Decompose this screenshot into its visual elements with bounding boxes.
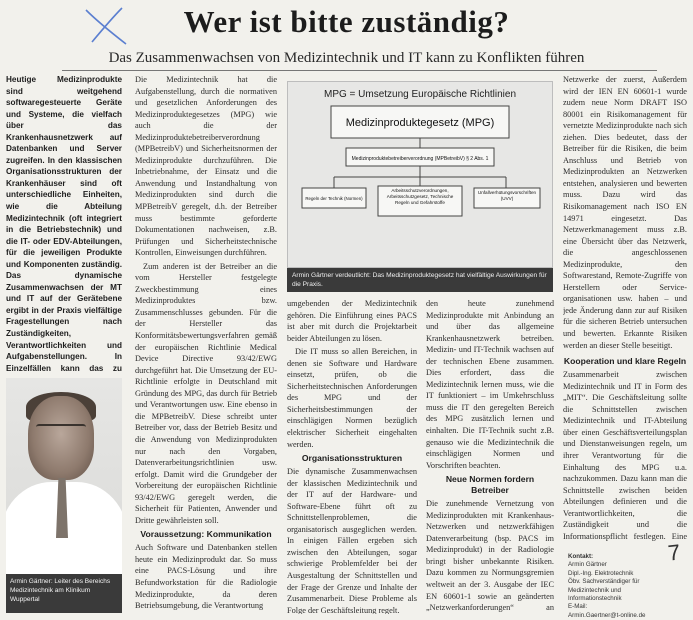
col3-paragraph-3: Die dynamische Zusammenwachsen der klassischen Medizintechnik und der IT auf der Hardware- und Software-Ebene führt oft zu Schnittstellenproblemen, die organisatorisch ausgeglichen werden. In einigen Fällen ergeben sich zwischen den Abteilungen, sogar schwierige Problemfelder bei der Ausgestaltung der Schnittstellen und der Frage der Grenze und Inhalte der Zusammenarbeit. Diese Probleme als Folge der Geschäftsleitung regelt. — [287, 467, 417, 614]
column-3 — [287, 298, 417, 614]
title-rule — [62, 70, 657, 71]
page-title: Wer ist bitte zuständig? — [183, 4, 510, 39]
diagram-right-label: Unfallverhütungsvorschriften (UVV) — [477, 190, 537, 201]
author-photo — [6, 378, 122, 613]
contact-email[interactable]: Armin.Gaertner@t-online.de — [568, 611, 646, 619]
column-2 — [135, 74, 277, 614]
col3-paragraph-1: umgebenden der Medizintechnik gehören. Die Einführung eines PACS ist aber mit durch die Projektarbeit beider Abteilungen zu lösen. — [287, 299, 417, 343]
photo-caption: Armin Gärtner: Leiter des Bereichs Medizintechnik am Klinikum Wuppertal — [6, 574, 122, 613]
col4-paragraph-1: den heute zunehmend Medizinprodukte mit Anbindung an und über das allgemeine Krankenhausnetzwerk betreiben. Medizin- und IT-Technik wachsen auf der technischen Ebene zusammen. Dies erfordert, dass die Medizintechnik lernen muss, wie die IT funktioniert – im Umkehrschluss muss die IT den geregelten Bereich des MPG zusätzlich lernen und einhalten. Die IT-Technik sucht z.B. genauso wie die Medizintechnik die einschlägigen Normen und Vorschriften beachten. — [426, 299, 554, 470]
diagram-main-label: Medizinproduktegesetz (MPG) — [345, 117, 495, 129]
col3-paragraph-2: Die IT muss so allen Bereichen, in denen sie Software und Hardware einsetzt, prüfen, ob die Sicherheitstechnischen Anforderungen des MPG und der Sicherheitsbestimmungen der einschlägigen Normen bezüglich elektrischer Sicherheit eingehalten werden. — [287, 347, 417, 449]
col5-subheading: Kooperation und klare Regeln — [563, 356, 687, 367]
diagram-figure — [287, 81, 553, 268]
contact-box — [568, 553, 668, 620]
col2-paragraph-3: Auch Software und Datenbanken stellen heute ein Medizinprodukt dar. So muss eine PACS-Lösung und ihre Befundworkstation für die Radiologie Medizinprodukte, da deren Betriebsumgebung, die Verantwortung — [135, 543, 277, 611]
column-4 — [426, 298, 554, 614]
diagram-mid-label: Medizinproduktebetreiberverordnung (MPBetreibV) § 2 Abs. 1 — [351, 156, 489, 162]
col4-subheading: Neue Normen fordern Betreiber — [445, 474, 535, 496]
col3-subheading: Organisationsstrukturen — [301, 453, 403, 464]
contact-role: Dipl.-Ing. Elektrotechnik — [568, 569, 634, 577]
lead-paragraph: Heutige Medizinprodukte sind weitgehend softwaregesteuerte Geräte und Systeme, die vielfach über das Krankenhausnetzwerk auf Datenbanken und Server zugreifen. In den klassischen Organisationsstrukturen der Krankenhäuser sind oft unterschiedliche Einheiten, wie die Abteilung Medizintechnik (oft integriert in die Betriebstechnik) und die IT- oder EDV-Abteilungen, für die jeweiligen Produkte und Komponenten zuständig. Das dynamische Zusammenwachsen der MT und IT auf der Gerätebene ergibt in der Praxis vielfältige Fragestellungen nach Zuständigkeiten, Verantwortlichkeiten und Aufgabenstellungen. In Einzelfällen kann das zu — [6, 75, 122, 373]
contact-name: Armin Gärtner — [568, 561, 607, 569]
column-1 — [6, 74, 122, 374]
col5-paragraph-1: Netzwerke der zuerst, Außerdem wird der IEN EN 60601-1 wurde zudem neue Norm DRAFT ISO 80001 ein Risikomanagement für vernetzte Medizinprodukte nach sich ziehen. Dies bedeutet, dass der Betreiber für die Risiken, die beim Anschluss und Betrieb von Medizinprodukten an Netzwerken entstehen, analysieren und bewerten muss. Dazu wird das Risikomanagement nach ISO EN 14971 eingesetzt. Das Netzwerkmanagement muss z.B. eine Übersicht über das Netzwerk, die angeschlossenen Medizinprodukte, den Softwarestand, Remote-Zugriffe von Herstellern oder Service-organisationen usw. haben – und jede Änderung dann zur auf Risiken für die sicheren Betrieb untersuchen und bewerten. Erkannte Risiken werden an dieser Stelle beseitigt. — [563, 75, 687, 350]
contact-org: Öbv. Sachverständiger für Medizintechnik und Informationstechnik — [568, 578, 640, 603]
page-mark: 7 — [666, 539, 682, 566]
col4-paragraph-2: Die zunehmende Vernetzung von Medizinprodukten mit Krankenhaus-Netzwerken und netzwerkfähigen Datenverarbeitung (bsp. PACS im Medizinprodukt) in der Radiologie bringt bisher unbekannte Risiken. Dazu kommen zu Normungsgremien weltweit an der 3. Ausgabe der IEC EN 60601-1 sowie an geänderten „Netzwerkanforderungen“ an — [426, 499, 554, 613]
figure-caption: Armin Gärtner verdeutlicht: Das Medizinproduktegesetz hat vielfältige Auswirkungen für die Praxis. — [287, 268, 553, 292]
diagram-heading: MPG = Umsetzung Europäische Richtlinien — [323, 89, 517, 100]
diagram-center-label: Arbeitsschutzverordnungen, Arbeitsschutzgesetz, Technische Regeln und Gefahrstoffe — [386, 188, 454, 205]
photo-head — [28, 396, 94, 480]
column-5 — [563, 74, 687, 544]
contact-label: Kontakt: — [568, 553, 594, 560]
diagram-left-label: Regeln der Technik (Normen) — [305, 196, 363, 201]
col2-paragraph-2: Zum anderen ist der Betreiber an die vom Hersteller festgelegte Zweckbestimmung eines Medizinproduktes bzw. Zusammenschlusses gebunden. Für die der Hersteller das Konformitätsbewertungsverfahren gemäß der europäischen Richtlinie Medical Device Directive 93/42/EWG durchgeführt hat. Die Umsetzung der EU-Richtlinie erfolgte in Deutschland mit Gründung des MPG, das durch für Betrieb und Verantwortungen usw. Eine ebenso in die MPBetreibV. Diese schreibt unter Betreiber vor, dass der Betrieb Besitz und die Anwendung von Medizinprodukten nur nach den Vorgaben, Datenverarbeitungsrichtlinien usw. erfolgt. Damit wird die Grundgeber der Vorbereitung der europäischen Richtlinie 93/42/EWG geregelt werden, die Sicherheit für Patienten, Anwender und Dritte gewährleisten soll. — [135, 261, 277, 525]
page-subtitle: Das Zusammenwachsen von Medizintechnik und IT kann zu Konflikten führen — [108, 50, 585, 66]
col5-paragraph-2: Zusammenarbeit zwischen Medizintechnik und IT in Form des „MIT“. Die Geschäftsleitung sollte die Schnittstellen zwischen Medizintechnik und IT-Abteilung über einen Geschäftsverteilungsplan und Dienstanweisungen regeln, um ihrer Verantwortung für die Einhaltung des MPG u.a. nachzukommen. Dazu kann man die Schnittstelle zwischen beiden Abteilungen definieren und die Verantwortlichkeiten, die Zuständigkeit und die Informationspflicht festlegen. Eine — [563, 370, 687, 541]
photo-glasses — [36, 424, 86, 435]
col2-paragraph-1: Die Medizintechnik hat die Aufgabenstellung, durch die normativen und gesetzlichen Anforderungen des Medizinproduktegesetzes (MPG) wie auch die der Medizinproduktebetreiberverordnung (MPBetreibV) und Sicherheitsnormen der Medizinprodukte durchzuführen. Die Inbetriebnahme, der Einsatz und die Anwendung und Instandhaltung von Medizinprodukten sind durch die MPBetreibV geregelt, d.h. der Betreiber muss bestimmte geforderte Dokumentationen nachweisen, z.B. Prüfungen und Sicherheitstechnische Kontrollen, Einweisungen durchführen. — [135, 75, 277, 258]
contact-email-label: E-Mail: — [568, 603, 588, 611]
mpg-diagram — [288, 82, 552, 267]
col2-subheading: Voraussetzung: Kommunikation — [140, 529, 272, 540]
